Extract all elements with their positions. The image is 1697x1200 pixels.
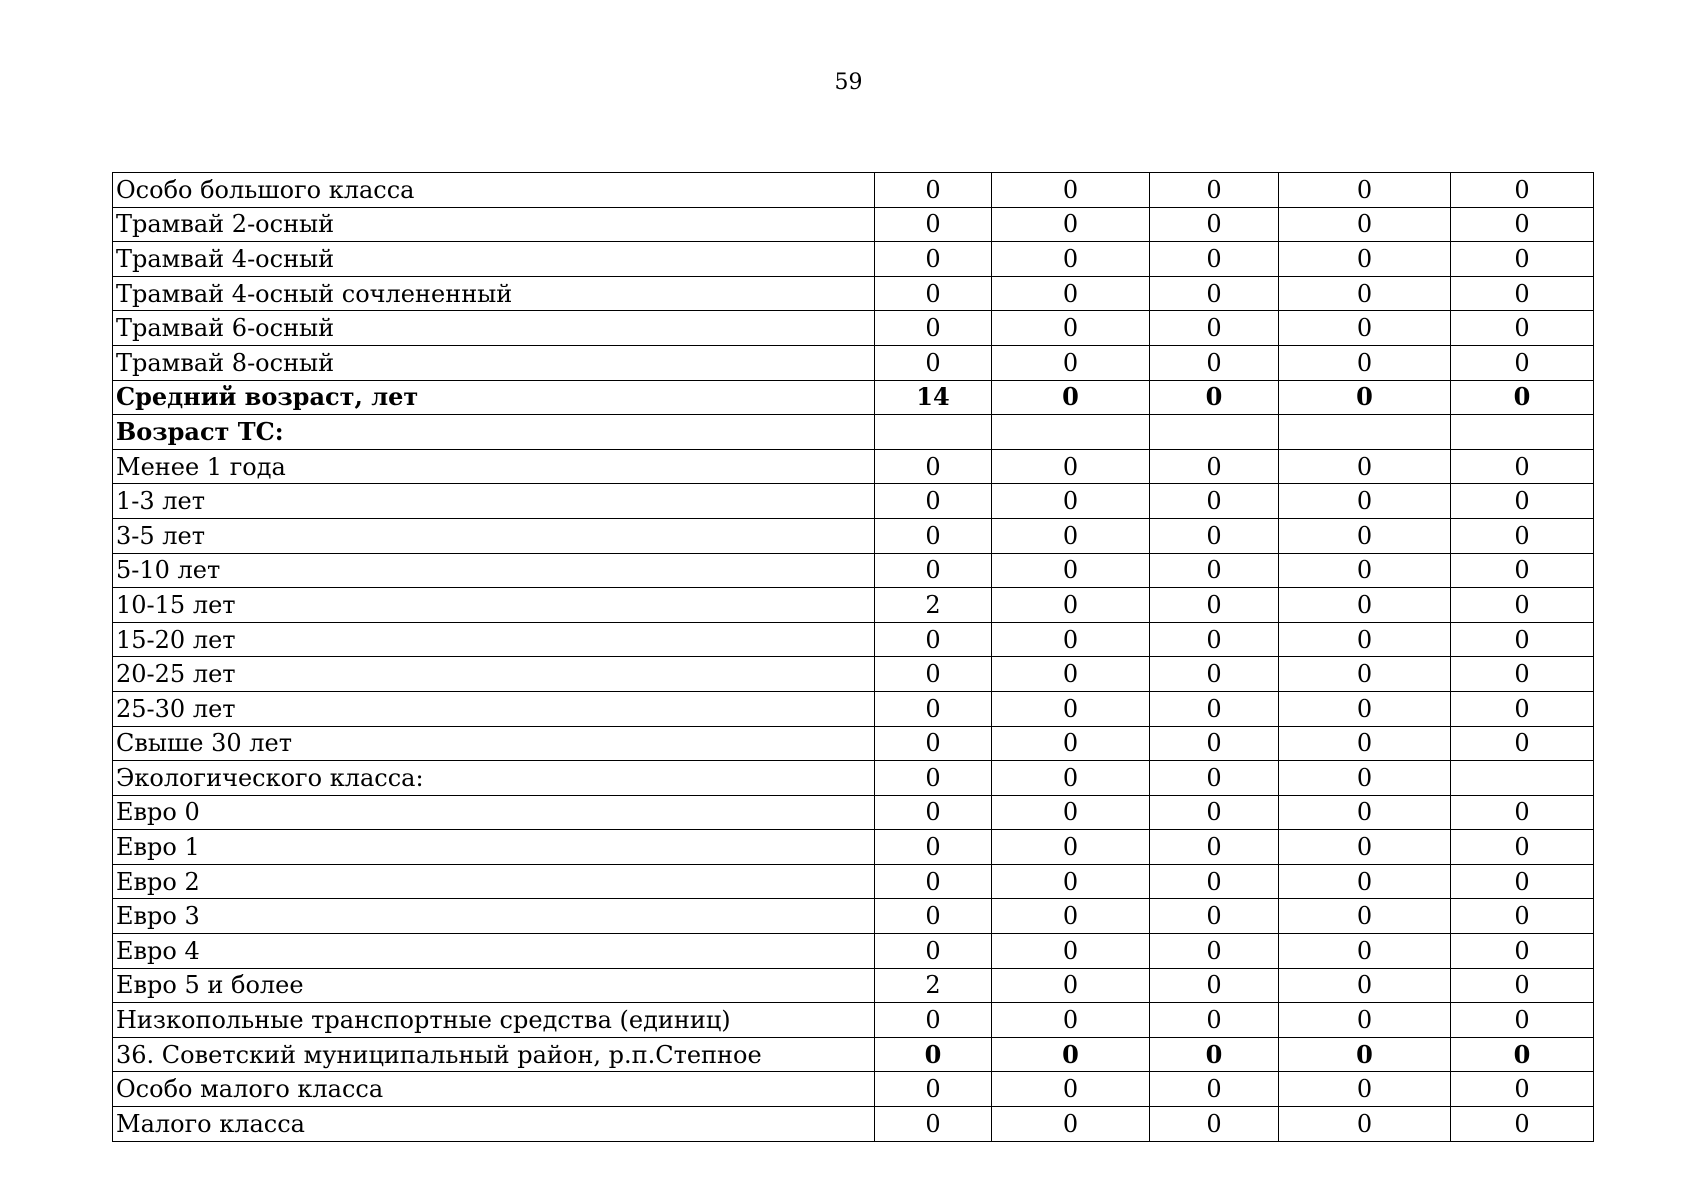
table-row	[113, 795, 1594, 830]
row-value-col-2: 0	[992, 657, 1150, 692]
row-value-col-1: 0	[875, 899, 992, 934]
row-value-col-2: 0	[992, 934, 1150, 969]
row-label: Трамвай 2-осный	[113, 207, 875, 242]
row-value-col-1: 0	[875, 311, 992, 346]
row-value-col-3: 0	[1150, 691, 1279, 726]
row-value-col-2: 0	[992, 345, 1150, 380]
row-value-col-5	[1451, 761, 1594, 796]
row-value-col-1: 0	[875, 276, 992, 311]
row-label: Особо малого класса	[113, 1072, 875, 1107]
row-label: Трамвай 4-осный сочлененный	[113, 276, 875, 311]
row-value-col-4: 0	[1279, 691, 1451, 726]
row-value-col-5: 0	[1451, 449, 1594, 484]
table-row	[113, 415, 1594, 450]
row-value-col-1: 0	[875, 173, 992, 208]
row-value-col-3: 0	[1150, 726, 1279, 761]
row-value-col-2: 0	[992, 553, 1150, 588]
row-value-col-5: 0	[1451, 934, 1594, 969]
vehicle-data-table	[112, 172, 1594, 1142]
row-value-col-5: 0	[1451, 380, 1594, 415]
row-value-col-3: 0	[1150, 864, 1279, 899]
row-value-col-4: 0	[1279, 761, 1451, 796]
row-value-col-3: 0	[1150, 1037, 1279, 1072]
row-label: Менее 1 года	[113, 449, 875, 484]
row-value-col-5: 0	[1451, 968, 1594, 1003]
row-value-col-2: 0	[992, 1003, 1150, 1038]
row-value-col-2: 0	[992, 276, 1150, 311]
row-value-col-1: 2	[875, 588, 992, 623]
row-value-col-2: 0	[992, 484, 1150, 519]
row-value-col-4: 0	[1279, 242, 1451, 277]
row-value-col-5	[1451, 415, 1594, 450]
row-label: Средний возраст, лет	[113, 380, 875, 415]
row-value-col-2: 0	[992, 830, 1150, 865]
row-value-col-5: 0	[1451, 691, 1594, 726]
row-label: Низкопольные транспортные средства (единиц)	[113, 1003, 875, 1038]
table-body	[113, 173, 1594, 1142]
row-value-col-3: 0	[1150, 795, 1279, 830]
row-value-col-4: 0	[1279, 1037, 1451, 1072]
row-label: 36. Советский муниципальный район, р.п.Степное	[113, 1037, 875, 1072]
table-row	[113, 1037, 1594, 1072]
row-value-col-5: 0	[1451, 484, 1594, 519]
row-value-col-4: 0	[1279, 864, 1451, 899]
row-value-col-2: 0	[992, 518, 1150, 553]
row-value-col-1: 0	[875, 657, 992, 692]
table-row	[113, 311, 1594, 346]
row-value-col-1: 0	[875, 830, 992, 865]
row-value-col-1: 0	[875, 518, 992, 553]
table-row	[113, 276, 1594, 311]
row-value-col-1: 0	[875, 1072, 992, 1107]
row-value-col-4: 0	[1279, 518, 1451, 553]
row-value-col-5: 0	[1451, 518, 1594, 553]
row-value-col-4: 0	[1279, 726, 1451, 761]
row-label: Трамвай 6-осный	[113, 311, 875, 346]
row-value-col-3	[1150, 415, 1279, 450]
row-value-col-3: 0	[1150, 1107, 1279, 1142]
row-label: 15-20 лет	[113, 622, 875, 657]
row-value-col-1: 0	[875, 622, 992, 657]
row-value-col-5: 0	[1451, 242, 1594, 277]
table-row	[113, 761, 1594, 796]
row-value-col-5: 0	[1451, 864, 1594, 899]
row-value-col-5: 0	[1451, 726, 1594, 761]
row-value-col-4: 0	[1279, 311, 1451, 346]
row-value-col-3: 0	[1150, 276, 1279, 311]
table-row	[113, 553, 1594, 588]
row-value-col-3: 0	[1150, 553, 1279, 588]
row-value-col-2: 0	[992, 761, 1150, 796]
table-row	[113, 830, 1594, 865]
row-label: Евро 4	[113, 934, 875, 969]
table-row	[113, 1107, 1594, 1142]
table-row	[113, 864, 1594, 899]
row-value-col-4: 0	[1279, 934, 1451, 969]
row-label: 10-15 лет	[113, 588, 875, 623]
row-value-col-3: 0	[1150, 588, 1279, 623]
row-value-col-5: 0	[1451, 276, 1594, 311]
row-label: 25-30 лет	[113, 691, 875, 726]
row-value-col-5: 0	[1451, 207, 1594, 242]
row-value-col-1: 2	[875, 968, 992, 1003]
row-value-col-4: 0	[1279, 588, 1451, 623]
table-row	[113, 899, 1594, 934]
row-value-col-3: 0	[1150, 899, 1279, 934]
row-value-col-3: 0	[1150, 1003, 1279, 1038]
table-row	[113, 691, 1594, 726]
row-value-col-1: 0	[875, 484, 992, 519]
table-row	[113, 934, 1594, 969]
row-value-col-4: 0	[1279, 553, 1451, 588]
row-value-col-2: 0	[992, 588, 1150, 623]
table-row	[113, 657, 1594, 692]
row-value-col-4: 0	[1279, 380, 1451, 415]
row-value-col-2: 0	[992, 380, 1150, 415]
row-value-col-5: 0	[1451, 830, 1594, 865]
table-row	[113, 588, 1594, 623]
row-value-col-4: 0	[1279, 484, 1451, 519]
row-value-col-5: 0	[1451, 657, 1594, 692]
row-value-col-2: 0	[992, 1107, 1150, 1142]
row-value-col-4: 0	[1279, 830, 1451, 865]
row-value-col-2: 0	[992, 726, 1150, 761]
table-row	[113, 380, 1594, 415]
row-value-col-1: 0	[875, 345, 992, 380]
row-value-col-4: 0	[1279, 1107, 1451, 1142]
row-value-col-5: 0	[1451, 588, 1594, 623]
row-value-col-5: 0	[1451, 795, 1594, 830]
row-value-col-1: 0	[875, 1037, 992, 1072]
row-value-col-3: 0	[1150, 484, 1279, 519]
row-value-col-5: 0	[1451, 1072, 1594, 1107]
row-value-col-4: 0	[1279, 207, 1451, 242]
row-value-col-4: 0	[1279, 657, 1451, 692]
table-row	[113, 449, 1594, 484]
row-value-col-3: 0	[1150, 449, 1279, 484]
row-value-col-4: 0	[1279, 276, 1451, 311]
row-value-col-3: 0	[1150, 761, 1279, 796]
row-value-col-2: 0	[992, 1037, 1150, 1072]
row-label: Евро 2	[113, 864, 875, 899]
row-value-col-4	[1279, 415, 1451, 450]
row-value-col-1: 0	[875, 864, 992, 899]
row-value-col-4: 0	[1279, 173, 1451, 208]
row-label: 1-3 лет	[113, 484, 875, 519]
row-value-col-2: 0	[992, 173, 1150, 208]
row-value-col-1: 0	[875, 761, 992, 796]
row-label: Евро 5 и более	[113, 968, 875, 1003]
row-label: Малого класса	[113, 1107, 875, 1142]
row-value-col-2: 0	[992, 242, 1150, 277]
row-value-col-2: 0	[992, 1072, 1150, 1107]
row-value-col-3: 0	[1150, 345, 1279, 380]
row-value-col-2	[992, 415, 1150, 450]
table-row	[113, 726, 1594, 761]
row-value-col-1: 0	[875, 553, 992, 588]
row-value-col-2: 0	[992, 864, 1150, 899]
row-value-col-1: 0	[875, 934, 992, 969]
row-value-col-2: 0	[992, 449, 1150, 484]
table-row	[113, 345, 1594, 380]
table-row	[113, 207, 1594, 242]
table-row	[113, 1003, 1594, 1038]
row-label: Свыше 30 лет	[113, 726, 875, 761]
row-value-col-5: 0	[1451, 1107, 1594, 1142]
row-value-col-5: 0	[1451, 899, 1594, 934]
row-label: Евро 3	[113, 899, 875, 934]
table-row	[113, 484, 1594, 519]
row-value-col-4: 0	[1279, 1003, 1451, 1038]
row-value-col-1: 14	[875, 380, 992, 415]
table-row	[113, 622, 1594, 657]
row-value-col-1: 0	[875, 207, 992, 242]
row-value-col-2: 0	[992, 795, 1150, 830]
row-value-col-4: 0	[1279, 1072, 1451, 1107]
row-label: Трамвай 4-осный	[113, 242, 875, 277]
row-label: Трамвай 8-осный	[113, 345, 875, 380]
table-row	[113, 1072, 1594, 1107]
row-value-col-1	[875, 415, 992, 450]
table-row	[113, 518, 1594, 553]
row-value-col-1: 0	[875, 795, 992, 830]
row-value-col-3: 0	[1150, 657, 1279, 692]
row-label: 5-10 лет	[113, 553, 875, 588]
row-value-col-5: 0	[1451, 622, 1594, 657]
row-label: Особо большого класса	[113, 173, 875, 208]
row-value-col-4: 0	[1279, 345, 1451, 380]
row-value-col-2: 0	[992, 968, 1150, 1003]
row-label: Евро 1	[113, 830, 875, 865]
row-value-col-3: 0	[1150, 311, 1279, 346]
row-value-col-4: 0	[1279, 449, 1451, 484]
page-number: 59	[834, 70, 863, 95]
row-label: 20-25 лет	[113, 657, 875, 692]
row-label: Евро 0	[113, 795, 875, 830]
table-row	[113, 173, 1594, 208]
row-value-col-4: 0	[1279, 622, 1451, 657]
row-value-col-3: 0	[1150, 242, 1279, 277]
row-value-col-1: 0	[875, 449, 992, 484]
row-value-col-1: 0	[875, 1003, 992, 1038]
row-value-col-1: 0	[875, 726, 992, 761]
row-value-col-4: 0	[1279, 968, 1451, 1003]
row-value-col-5: 0	[1451, 1037, 1594, 1072]
row-value-col-2: 0	[992, 691, 1150, 726]
row-value-col-3: 0	[1150, 380, 1279, 415]
row-value-col-3: 0	[1150, 934, 1279, 969]
row-label: 3-5 лет	[113, 518, 875, 553]
row-value-col-1: 0	[875, 1107, 992, 1142]
row-value-col-3: 0	[1150, 207, 1279, 242]
row-label: Экологического класса:	[113, 761, 875, 796]
row-value-col-5: 0	[1451, 553, 1594, 588]
row-value-col-1: 0	[875, 242, 992, 277]
row-value-col-2: 0	[992, 622, 1150, 657]
row-value-col-3: 0	[1150, 1072, 1279, 1107]
row-value-col-2: 0	[992, 311, 1150, 346]
table-row	[113, 968, 1594, 1003]
row-value-col-5: 0	[1451, 311, 1594, 346]
row-value-col-4: 0	[1279, 899, 1451, 934]
row-value-col-2: 0	[992, 899, 1150, 934]
row-value-col-3: 0	[1150, 622, 1279, 657]
row-value-col-5: 0	[1451, 173, 1594, 208]
row-value-col-3: 0	[1150, 173, 1279, 208]
row-value-col-5: 0	[1451, 345, 1594, 380]
row-value-col-5: 0	[1451, 1003, 1594, 1038]
row-value-col-4: 0	[1279, 795, 1451, 830]
row-value-col-1: 0	[875, 691, 992, 726]
row-value-col-2: 0	[992, 207, 1150, 242]
row-value-col-3: 0	[1150, 830, 1279, 865]
table-row	[113, 242, 1594, 277]
row-label: Возраст ТС:	[113, 415, 875, 450]
row-value-col-3: 0	[1150, 968, 1279, 1003]
row-value-col-3: 0	[1150, 518, 1279, 553]
